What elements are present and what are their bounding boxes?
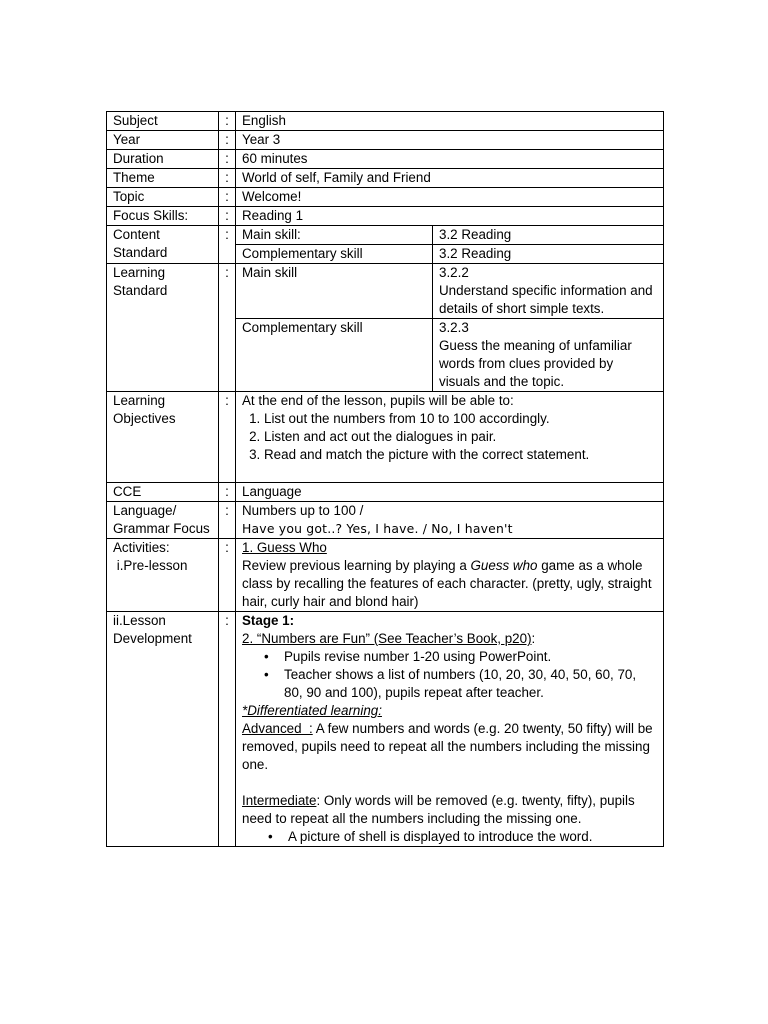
objectives-intro: At the end of the lesson, pupils will be able to: [242, 393, 514, 408]
learning-main-code: 3.2.2 [439, 265, 469, 280]
colon: : [219, 392, 236, 483]
colon: : [219, 207, 236, 226]
bullet-dot: • [264, 667, 269, 682]
intermediate-text: : Only words will be removed (e.g. twenty, fifty), pupils need to repeat all the numbers including the missing one. [242, 793, 635, 826]
value-theme: World of self, Family and Friend [236, 169, 664, 188]
label-subject: Subject [107, 112, 219, 131]
row-cce [107, 483, 664, 502]
value-topic: Welcome! [236, 188, 664, 207]
colon: : [219, 226, 236, 264]
advanced-label: Advanced : [242, 721, 313, 736]
objective-item: 1. List out the numbers from 10 to 100 accordingly. [264, 410, 657, 428]
bullet-item [268, 828, 657, 846]
row-duration [107, 150, 664, 169]
colon: : [219, 150, 236, 169]
label-lesson-development: ii.Lesson Development [107, 612, 219, 847]
row-content-standard-main [107, 226, 664, 245]
learning-comp-text: Guess the meaning of unfamiliar words from clues provided by visuals and the topic. [439, 338, 632, 389]
bullet-dot: • [268, 829, 273, 844]
learning-main-skill-label: Main skill [236, 264, 433, 319]
advanced-text: A few numbers and words (e.g. 20 twenty, 50 fifty) will be removed, pupils need to repeat all the numbers including the missing one. [242, 721, 653, 772]
value-grammar-focus [236, 502, 664, 539]
colon: : [219, 502, 236, 539]
label-grammar-focus: Language/ Grammar Focus [107, 502, 219, 539]
value-year: Year 3 [236, 131, 664, 150]
label-topic: Topic [107, 188, 219, 207]
row-subject [107, 112, 664, 131]
colon: : [219, 112, 236, 131]
bullet-item [264, 648, 657, 666]
development-bullets-2 [242, 828, 657, 846]
row-learning-standard-main [107, 264, 664, 319]
bullet-text: Teacher shows a list of numbers (10, 20, 30, 40, 50, 60, 70, 80, 90 and 100), pupils repeat after teacher. [284, 667, 637, 700]
label-year: Year [107, 131, 219, 150]
label-cce: CCE [107, 483, 219, 502]
grammar-line-1: Numbers up to 100 / [242, 503, 364, 518]
label-focus-skills: Focus Skills: [107, 207, 219, 226]
value-cce: Language [236, 483, 664, 502]
learning-main-skill-value [433, 264, 664, 319]
grammar-line-2: Have you got..? Yes, I have. / No, I haven't [242, 521, 513, 536]
objective-item: 2. Listen and act out the dialogues in pair. [264, 428, 657, 446]
colon: : [219, 612, 236, 847]
content-comp-skill-label: Complementary skill [236, 245, 433, 264]
learning-comp-skill-value [433, 319, 664, 392]
content-main-skill-label: Main skill: [236, 226, 433, 245]
colon: : [219, 539, 236, 612]
activity-title: 2. “Numbers are Fun” (See Teacher’s Book, p20) [242, 631, 532, 646]
label-learning-standard: Learning Standard [107, 264, 219, 392]
objectives-list [242, 410, 657, 464]
lesson-plan-table [106, 111, 664, 847]
label-content-standard: Content Standard [107, 226, 219, 264]
value-learning-objectives [236, 392, 664, 483]
activity-text-after: game as a whole class by recalling the features of each character. (pretty, ugly, straight hair, curly hair and blond hair) [242, 558, 652, 609]
bullet-dot: • [264, 649, 269, 664]
row-grammar-focus [107, 502, 664, 539]
learning-comp-code: 3.2.3 [439, 320, 469, 335]
label-activities [107, 539, 219, 612]
label-learning-objectives: Learning Objectives [107, 392, 219, 483]
value-subject: English [236, 112, 664, 131]
value-activities [236, 539, 664, 612]
value-lesson-development [236, 612, 664, 847]
activity-text-before: Review previous learning by playing a [242, 558, 471, 573]
row-year [107, 131, 664, 150]
row-topic [107, 188, 664, 207]
row-lesson-development [107, 612, 664, 847]
label-duration: Duration [107, 150, 219, 169]
colon: : [219, 188, 236, 207]
intermediate-label: Intermediate [242, 793, 317, 808]
activity-text-italic: Guess who [470, 558, 538, 573]
label-theme: Theme [107, 169, 219, 188]
bullet-text: Pupils revise number 1-20 using PowerPoint. [284, 649, 552, 664]
colon: : [219, 131, 236, 150]
colon: : [219, 264, 236, 392]
development-bullets [242, 648, 657, 702]
row-activities [107, 539, 664, 612]
learning-main-text: Understand specific information and details of short simple texts. [439, 283, 653, 316]
content-main-skill-value: 3.2 Reading [433, 226, 664, 245]
value-focus-skills: Reading 1 [236, 207, 664, 226]
activity-title-colon: : [531, 631, 536, 646]
stage-heading: Stage 1: [242, 613, 295, 628]
bullet-text: A picture of shell is displayed to introduce the word. [288, 829, 593, 844]
colon: : [219, 169, 236, 188]
objective-item: 3. Read and match the picture with the correct statement. [264, 446, 657, 464]
row-learning-objectives [107, 392, 664, 483]
differentiated-heading: *Differentiated learning: [242, 703, 382, 718]
bullet-item [264, 666, 657, 702]
activities-label: Activities: [113, 540, 170, 555]
pre-lesson-label: i.Pre-lesson [113, 558, 188, 573]
row-focus-skills [107, 207, 664, 226]
value-duration: 60 minutes [236, 150, 664, 169]
learning-comp-skill-label: Complementary skill [236, 319, 433, 392]
activity-heading: 1. Guess Who [242, 540, 327, 555]
colon: : [219, 483, 236, 502]
content-comp-skill-value: 3.2 Reading [433, 245, 664, 264]
row-theme [107, 169, 664, 188]
